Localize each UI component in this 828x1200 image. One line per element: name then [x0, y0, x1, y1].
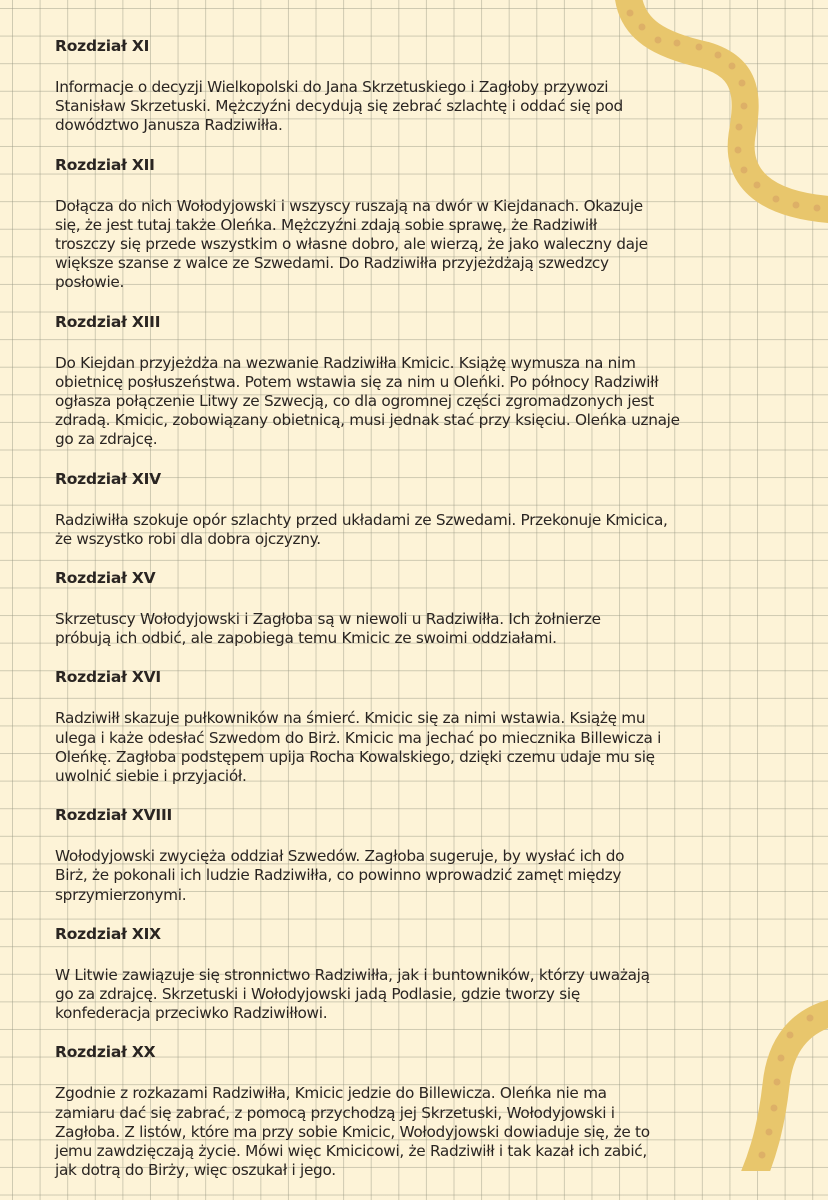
chapter-summary [55, 1084, 815, 1180]
summary-line: Informacje o decyzji Wielkopolski do Jana Skrzetuskiego i Zagłoby przywozi [55, 78, 609, 96]
summary-line: sprzymierzonymi. [55, 885, 187, 904]
chapter-heading: Rozdział XVIII [55, 806, 173, 825]
summary-line: Skrzetuscy Wołodyjowski i Zagłoba są w niewoli u Radziwiłła. Ich żołnierze [55, 610, 601, 629]
chapter-summary [55, 197, 815, 293]
summary-line: Radziwiłł skazuje pułkowników na śmierć. Kmicic się za nimi wstawia. Książę mu [55, 709, 646, 728]
chapter-heading: Rozdział XX [55, 1043, 156, 1062]
summary-line: Do Kiejdan przyjeżdża na wezwanie Radziwiłła Kmicic. Książę wymusza na nim [55, 353, 636, 372]
chapter-section [55, 924, 815, 1024]
chapter-section [55, 568, 815, 648]
summary-line: jak dotrą do Birży, więc oszukał i jego. [55, 1161, 336, 1180]
summary-line: go za zdrajcę. Skrzetuski i Wołodyjowski jadą Podlasie, gdzie tworzy się [55, 985, 580, 1004]
summary-line: W Litwie zawiązuje się stronnictwo Radziwiłła, jak i buntowników, którzy uważają [55, 965, 650, 984]
summary-line: ogłasza połączenie Litwy ze Szwecją, co dla ogromnej części zgromadzonych jest [55, 392, 654, 411]
summary-line: większe szanse z walce ze Szwedami. Do Radziwiłła przyjeżdżają szwedzcy [55, 254, 609, 273]
document-content [55, 36, 815, 1200]
summary-line: uwolnić siebie i przyjaciół. [55, 767, 247, 786]
chapter-summary [55, 78, 815, 136]
summary-line: Stanisław Skrzetuski. Mężczyźni decydują się zebrać szlachtę i oddać się pod [55, 97, 623, 116]
chapter-section [55, 667, 815, 786]
chapter-section [55, 155, 815, 293]
chapter-section [55, 1042, 815, 1180]
chapter-section [55, 36, 815, 136]
chapter-summary [55, 966, 815, 1024]
summary-line: posłowie. [55, 273, 125, 292]
summary-line: Oleńkę. Zagłoba podstępem upija Rocha Kowalskiego, dzięki czemu udaje mu się [55, 747, 655, 766]
chapter-heading: Rozdział XIII [55, 312, 161, 331]
chapter-heading: Rozdział XIV [55, 469, 161, 488]
summary-line: obietnicę posłuszeństwa. Potem wstawia się za nim u Oleńki. Po północy Radziwiłł [55, 372, 659, 391]
summary-line: próbują ich odbić, ale zapobiega temu Kmicic ze swoimi oddziałami. [55, 629, 557, 648]
summary-line: troszczy się przede wszystkim o własne dobro, ale wierzą, że jako waleczny daje [55, 235, 648, 254]
summary-line: go za zdrajcę. [55, 430, 158, 449]
summary-line: ulega i każe odesłać Szwedom do Birż. Kmicic ma jechać po miecznika Billewicza i [55, 728, 662, 747]
summary-line: dowództwo Janusza Radziwiłła. [55, 116, 283, 135]
summary-line: że wszystko robi dla dobra ojczyzny. [55, 529, 321, 548]
summary-line: Dołącza do nich Wołodyjowski i wszyscy ruszają na dwór w Kiejdanach. Okazuje [55, 196, 643, 215]
summary-line: zdradą. Kmicic, zobowiązany obietnicą, musi jednak stać przy księciu. Oleńka uznaje [55, 411, 680, 430]
chapter-summary [55, 511, 815, 549]
summary-line: się, że jest tutaj także Oleńka. Mężczyźni zdają sobie sprawę, że Radziwiłł [55, 215, 597, 234]
chapter-heading: Rozdział XIX [55, 924, 161, 943]
summary-line: Birż, że pokonali ich ludzie Radziwiłła, co powinno wprowadzić zamęt między [55, 866, 622, 885]
chapter-section [55, 469, 815, 549]
summary-line: zamiaru dać się zabrać, z pomocą przychodzą jej Skrzetuski, Wołodyjowski i [55, 1103, 615, 1122]
summary-line: Zagłoba. Z listów, które ma przy sobie Kmicic, Wołodyjowski dowiaduje się, że to [55, 1122, 650, 1141]
chapter-section [55, 805, 815, 905]
summary-line: Wołodyjowski zwycięża oddział Szwedów. Zagłoba sugeruje, by wysłać ich do [55, 847, 625, 866]
chapter-summary [55, 847, 815, 905]
chapter-summary [55, 610, 815, 648]
chapter-heading: Rozdział XV [55, 569, 156, 588]
chapter-section [55, 312, 815, 450]
summary-line: Radziwiłła szokuje opór szlachty przed układami ze Szwedami. Przekonuje Kmicica, [55, 510, 668, 529]
chapter-heading: Rozdział XVI [55, 668, 161, 687]
chapter-summary [55, 709, 815, 786]
chapter-summary [55, 354, 815, 450]
summary-line: konfederacja przeciwko Radziwiłłowi. [55, 1004, 328, 1023]
chapter-heading: Rozdział XII [55, 155, 155, 174]
summary-line: Zgodnie z rozkazami Radziwiłła, Kmicic jedzie do Billewicza. Oleńka nie ma [55, 1084, 607, 1103]
chapter-heading: Rozdział XI [55, 37, 150, 55]
summary-line: jemu zawdzięczają życie. Mówi więc Kmicicowi, że Radziwiłł i tak kazał ich zabić, [55, 1142, 647, 1161]
